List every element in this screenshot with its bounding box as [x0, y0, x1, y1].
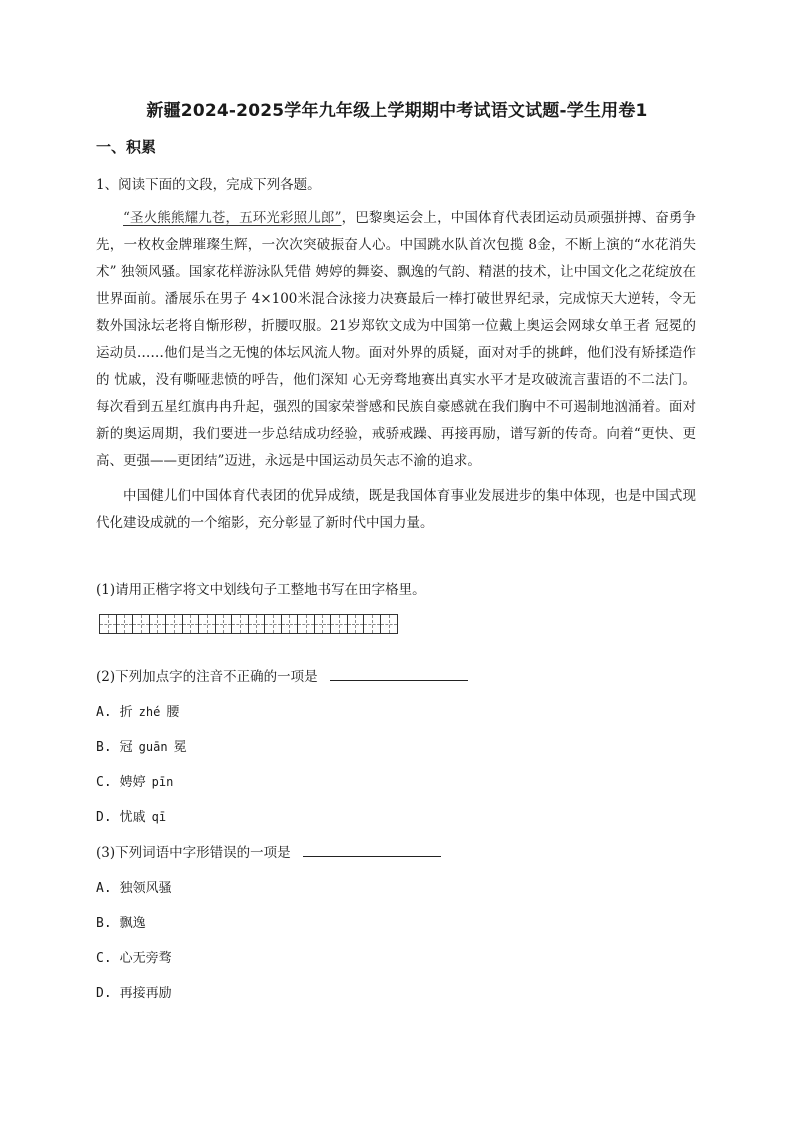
grid-cell[interactable] — [364, 615, 381, 633]
grid-cell[interactable] — [117, 615, 134, 633]
option-letter: C. — [96, 951, 112, 966]
grid-cell[interactable] — [166, 615, 183, 633]
option-b — [96, 736, 187, 755]
option-a — [96, 877, 172, 896]
option-pinyin: qī — [151, 810, 167, 824]
grid-cell[interactable] — [216, 615, 233, 633]
option-letter: B. — [96, 740, 112, 755]
grid-cell[interactable] — [150, 615, 167, 633]
option-letter: B. — [96, 916, 112, 931]
option-c — [96, 947, 172, 966]
passage-paragraph-1-text: ，巴黎奥运会上，中国体育代表团运动员顽强拼搏、奋勇争先，一枚枚金牌璀璨生辉，一次次突破振奋人心。中国跳水队首次包揽 8金，不断上演的“水花消失术” 独领风骚。国家花样游泳队凭借 娉婷的舞姿、飘逸的气韵、精湛的技术，让中国文化之花绽放在世界面前。潘展乐在男子 4×100米混合泳接力决赛最后一棒打破世界纪录，完成惊天大逆转，令无数外国泳坛老将自惭形秽，折腰叹服。21岁郑钦文成为中国第一位戴上奥运会网球女单王者 冠冕的运动员……他们是当之无愧的体坛风流人物。面对外界的质疑，面对对手的挑衅，他们没有矫揉造作的 忧戚，没有嘶哑悲愤的呼告，他们深知 心无旁骛地赛出真实水平才是攻破流言蜚语的不二法门。每次看到五星红旗冉冉升起，强烈的国家荣誉感和民族自豪感就在我们胸中不可遏制地汹涌着。面对新的奥运周期，我们要进一步总结成功经验，戒骄戒躁、再接再励，谱写新的传奇。向着“更快、更高、更强——更团结”迈进，永远是中国运动员矢志不渝的追求。 — [96, 210, 697, 469]
option-letter: A. — [96, 881, 112, 896]
grid-cell[interactable] — [348, 615, 365, 633]
grid-cell[interactable] — [331, 615, 348, 633]
page-title: 新疆2024-2025学年九年级上学期期中考试语文试题-学生用卷1 — [146, 101, 648, 121]
grid-cell[interactable] — [315, 615, 332, 633]
option-d — [96, 806, 172, 825]
passage-paragraph-1 — [96, 205, 696, 475]
option-pinyin: zhé — [138, 705, 161, 719]
grid-cell[interactable] — [199, 615, 216, 633]
option-word-tail: 腰 — [166, 705, 180, 720]
option-text: 再接再励 — [119, 986, 172, 1001]
grid-cell[interactable] — [298, 615, 315, 633]
option-word: 冠 — [119, 740, 133, 755]
question-1-instruction: 1、阅读下面的文段，完成下列各题。 — [96, 177, 321, 193]
tianzige-writing-grid[interactable] — [99, 614, 398, 634]
option-letter: D. — [96, 810, 112, 825]
sub-question-2-prompt: (2)下列加点字的注音不正确的一项是 — [96, 669, 318, 685]
underlined-sentence: “圣火熊熊耀九苍，五环光彩照儿郎” — [123, 210, 342, 226]
sub-question-1: (1)请用正楷字将文中划线句子工整地书写在田字格里。 — [96, 582, 426, 598]
sub-question-3 — [96, 841, 441, 861]
option-text: 独领风骚 — [119, 881, 172, 896]
grid-cell[interactable] — [133, 615, 150, 633]
grid-cell[interactable] — [183, 615, 200, 633]
option-b — [96, 912, 146, 931]
option-pinyin: guān — [138, 740, 168, 754]
grid-cell[interactable] — [249, 615, 266, 633]
section-heading: 一、积累 — [96, 138, 157, 156]
option-d — [96, 982, 172, 1001]
grid-cell[interactable] — [100, 615, 117, 633]
grid-cell[interactable] — [282, 615, 299, 633]
reading-passage — [96, 205, 696, 537]
answer-blank[interactable] — [330, 666, 468, 681]
grid-cell[interactable] — [232, 615, 249, 633]
sub-question-3-prompt: (3)下列词语中字形错误的一项是 — [96, 845, 291, 861]
option-letter: A. — [96, 705, 112, 720]
option-word: 娉婷 — [119, 775, 146, 790]
grid-cell[interactable] — [265, 615, 282, 633]
passage-paragraph-2: 中国健儿们中国体育代表团的优异成绩，既是我国体育事业发展进步的集中体现，也是中国式现代化建设成就的一个缩影，充分彰显了新时代中国力量。 — [96, 488, 696, 531]
option-pinyin: pīn — [151, 775, 174, 789]
option-a — [96, 701, 179, 720]
option-letter: D. — [96, 986, 112, 1001]
option-c — [96, 771, 179, 790]
option-text: 飘逸 — [119, 916, 146, 931]
option-word: 折 — [119, 705, 133, 720]
sub-question-2 — [96, 665, 468, 685]
option-letter: C. — [96, 775, 112, 790]
option-word: 忧戚 — [119, 810, 146, 825]
grid-cell[interactable] — [381, 615, 398, 633]
option-word-tail: 冕 — [173, 740, 187, 755]
option-text: 心无旁骛 — [119, 951, 172, 966]
answer-blank[interactable] — [303, 842, 441, 857]
